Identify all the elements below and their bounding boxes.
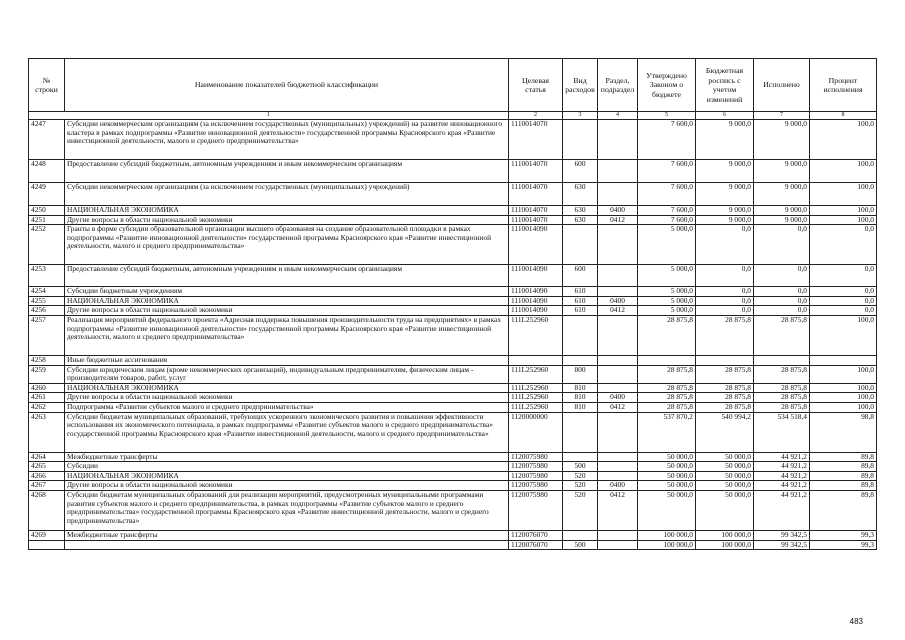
row-number [29,540,65,550]
table-row [29,225,877,265]
executed-amount: 28 875,8 [754,315,810,355]
schedule-amount [696,355,754,365]
approved-amount: 28 875,8 [638,365,696,383]
approved-amount: 50 000,0 [638,452,696,462]
approved-amount: 5 000,0 [638,296,696,306]
expense-kind [563,530,598,540]
target-article: 1120075980 [509,471,563,481]
schedule-amount: 50 000,0 [696,462,754,472]
column-number: 8 [810,112,877,120]
percent-value: 100,0 [810,365,877,383]
section-code [598,452,638,462]
table-row [29,287,877,297]
executed-amount: 9 000,0 [754,215,810,225]
table-row [29,215,877,225]
percent-value: 100,0 [810,315,877,355]
column-number: 7 [754,112,810,120]
indicator-name: Другие вопросы в области национальной экономики [65,393,509,403]
column-number: 2 [509,112,563,120]
indicator-name: Субсидии [65,462,509,472]
table-row [29,540,877,550]
table-row [29,383,877,393]
approved-amount: 537 870,2 [638,412,696,452]
schedule-amount: 0,0 [696,265,754,287]
percent-value: 0,0 [810,306,877,316]
table-body [29,120,877,550]
schedule-amount: 0,0 [696,306,754,316]
row-number: 4248 [29,160,65,183]
approved-amount: 28 875,8 [638,383,696,393]
indicator-name: Субсидии бюджетным учреждениям [65,287,509,297]
table-row [29,393,877,403]
target-article: 111L252960 [509,383,563,393]
target-article: 1110014070 [509,215,563,225]
expense-kind: 600 [563,160,598,183]
percent-value: 100,0 [810,383,877,393]
expense-kind [563,225,598,265]
indicator-name: Предоставление субсидий бюджетным, автономным учреждениям и иным некоммерческим организациям [65,160,509,183]
schedule-amount: 9 000,0 [696,120,754,160]
table-row [29,365,877,383]
target-article: 1110014070 [509,206,563,216]
schedule-amount: 0,0 [696,225,754,265]
section-code [598,365,638,383]
row-number: 4267 [29,481,65,491]
indicator-name [65,540,509,550]
executed-amount: 0,0 [754,265,810,287]
approved-amount: 5 000,0 [638,225,696,265]
target-article: 111L252960 [509,365,563,383]
approved-amount: 5 000,0 [638,306,696,316]
section-code [598,383,638,393]
expense-kind [563,412,598,452]
percent-value: 89,8 [810,490,877,530]
percent-value: 98,8 [810,412,877,452]
expense-kind [563,120,598,160]
section-code: 0412 [598,402,638,412]
percent-value: 100,0 [810,215,877,225]
section-code [598,471,638,481]
executed-amount: 0,0 [754,287,810,297]
section-code: 0400 [598,481,638,491]
indicator-name: НАЦИОНАЛЬНАЯ ЭКОНОМИКА [65,383,509,393]
table-row [29,402,877,412]
header-executed: Исполнено [754,59,810,112]
target-article: 1120076070 [509,540,563,550]
row-number: 4262 [29,402,65,412]
row-number: 4254 [29,287,65,297]
executed-amount: 44 921,2 [754,490,810,530]
section-code [598,265,638,287]
approved-amount: 7 600,0 [638,215,696,225]
header-target-article: Целевая статья [509,59,563,112]
target-article: 1110014090 [509,306,563,316]
percent-value: 100,0 [810,120,877,160]
executed-amount: 534 518,4 [754,412,810,452]
section-code [598,540,638,550]
row-number: 4259 [29,365,65,383]
table-row [29,462,877,472]
approved-amount: 5 000,0 [638,265,696,287]
expense-kind: 810 [563,383,598,393]
table-row [29,315,877,355]
expense-kind: 610 [563,287,598,297]
percent-value: 100,0 [810,206,877,216]
executed-amount: 28 875,8 [754,365,810,383]
section-code [598,355,638,365]
approved-amount [638,355,696,365]
indicator-name: НАЦИОНАЛЬНАЯ ЭКОНОМИКА [65,296,509,306]
section-code: 0412 [598,490,638,530]
target-article: 1120076070 [509,530,563,540]
executed-amount: 28 875,8 [754,393,810,403]
executed-amount: 9 000,0 [754,206,810,216]
schedule-amount: 9 000,0 [696,206,754,216]
row-number: 4269 [29,530,65,540]
section-code [598,287,638,297]
percent-value: 0,0 [810,296,877,306]
percent-value: 100,0 [810,393,877,403]
section-code [598,120,638,160]
target-article: 1110014090 [509,296,563,306]
row-number: 4251 [29,215,65,225]
header-row [29,59,877,112]
header-approved: Утверждено Законом о бюджете [638,59,696,112]
executed-amount: 28 875,8 [754,402,810,412]
table-row [29,160,877,183]
percent-value: 0,0 [810,225,877,265]
section-code [598,160,638,183]
indicator-name: Другие вопросы в области национальной экономики [65,215,509,225]
row-number: 4250 [29,206,65,216]
expense-kind: 630 [563,183,598,206]
executed-amount: 44 921,2 [754,471,810,481]
row-number: 4268 [29,490,65,530]
expense-kind [563,452,598,462]
section-code: 0400 [598,296,638,306]
indicator-name: Субсидии бюджетам муниципальных образований для реализации мероприятий, предусмотренных муниципальными программами развития субъектов малого и среднего предпринимательства, в рамках подпрограммы «Развитие субъектов малого и среднего предпринимательства» государственной программы Красноярского края «Развитие инвестиционной деятельности, малого и среднего предпринимательства» [65,490,509,530]
target-article: 1110014070 [509,160,563,183]
indicator-name: Субсидии юридическим лицам (кроме некоммерческих организаций), индивидуальным предпринимателям, физическим лицам - производителям товаров, работ, услуг [65,365,509,383]
approved-amount: 50 000,0 [638,471,696,481]
table-row [29,183,877,206]
row-number: 4261 [29,393,65,403]
executed-amount: 9 000,0 [754,183,810,206]
schedule-amount: 28 875,8 [696,315,754,355]
executed-amount: 99 342,5 [754,530,810,540]
table-row [29,490,877,530]
approved-amount: 7 600,0 [638,120,696,160]
schedule-amount: 50 000,0 [696,490,754,530]
executed-amount: 9 000,0 [754,160,810,183]
expense-kind: 600 [563,265,598,287]
expense-kind: 520 [563,481,598,491]
schedule-amount: 50 000,0 [696,481,754,491]
approved-amount: 100 000,0 [638,540,696,550]
indicator-name: Субсидии бюджетам муниципальных образований, требующих ускоренного экономического развития и повышения эффективности использования их экономического потенциала, в рамках подпрограммы «Развитие субъектов малого и среднего предпринимательства» государственной программы Красноярского края «Развитие инвестиционной деятельности, малого и среднего предпринимательства» [65,412,509,452]
section-code: 0412 [598,306,638,316]
expense-kind: 630 [563,206,598,216]
table-row [29,481,877,491]
executed-amount: 44 921,2 [754,462,810,472]
row-number: 4247 [29,120,65,160]
column-number: 6 [696,112,754,120]
indicator-name: Иные бюджетные ассигнования [65,355,509,365]
percent-value: 99,3 [810,530,877,540]
schedule-amount: 50 000,0 [696,452,754,462]
expense-kind: 500 [563,462,598,472]
approved-amount: 28 875,8 [638,393,696,403]
percent-value: 0,0 [810,265,877,287]
executed-amount: 9 000,0 [754,120,810,160]
section-code [598,462,638,472]
target-article: 1120075980 [509,490,563,530]
expense-kind: 810 [563,393,598,403]
schedule-amount: 28 875,8 [696,383,754,393]
expense-kind: 500 [563,540,598,550]
schedule-amount: 28 875,8 [696,402,754,412]
row-number: 4252 [29,225,65,265]
executed-amount: 28 875,8 [754,383,810,393]
row-number: 4258 [29,355,65,365]
indicator-name: НАЦИОНАЛЬНАЯ ЭКОНОМИКА [65,471,509,481]
expense-kind: 630 [563,215,598,225]
target-article [509,355,563,365]
column-number-row [29,112,877,120]
executed-amount: 0,0 [754,296,810,306]
table-row [29,412,877,452]
percent-value: 89,8 [810,481,877,491]
expense-kind: 520 [563,490,598,530]
table-row [29,265,877,287]
section-code [598,412,638,452]
target-article: 111L252960 [509,315,563,355]
table-row [29,120,877,160]
row-number: 4263 [29,412,65,452]
indicator-name: Другие вопросы в области национальной экономики [65,306,509,316]
target-article: 1110014070 [509,120,563,160]
row-number: 4264 [29,452,65,462]
target-article: 1120000000 [509,412,563,452]
percent-value: 99,3 [810,540,877,550]
indicator-name: НАЦИОНАЛЬНАЯ ЭКОНОМИКА [65,206,509,216]
column-number: 1 [29,112,509,120]
expense-kind: 610 [563,306,598,316]
row-number: 4257 [29,315,65,355]
schedule-amount: 9 000,0 [696,183,754,206]
row-number: 4266 [29,471,65,481]
row-number: 4255 [29,296,65,306]
header-row-number: № строки [29,59,65,112]
executed-amount: 0,0 [754,306,810,316]
expense-kind: 520 [563,471,598,481]
executed-amount: 44 921,2 [754,481,810,491]
executed-amount: 44 921,2 [754,452,810,462]
table-row [29,296,877,306]
expense-kind [563,315,598,355]
approved-amount: 50 000,0 [638,462,696,472]
expense-kind: 810 [563,402,598,412]
schedule-amount: 0,0 [696,287,754,297]
table-row [29,355,877,365]
section-code: 0400 [598,206,638,216]
header-percent: Процент исполнения [810,59,877,112]
section-code: 0400 [598,393,638,403]
target-article: 111L252960 [509,402,563,412]
percent-value: 100,0 [810,160,877,183]
executed-amount: 99 342,5 [754,540,810,550]
header-budget-schedule: Бюджетная роспись с учетом изменений [696,59,754,112]
row-number: 4253 [29,265,65,287]
row-number: 4260 [29,383,65,393]
indicator-name: Другие вопросы в области национальной экономики [65,481,509,491]
indicator-name: Межбюджетные трансферты [65,530,509,540]
percent-value: 100,0 [810,183,877,206]
schedule-amount: 540 994,2 [696,412,754,452]
target-article: 1110014090 [509,225,563,265]
section-code: 0412 [598,215,638,225]
target-article: 1110014090 [509,265,563,287]
schedule-amount: 28 875,8 [696,393,754,403]
executed-amount [754,355,810,365]
section-code [598,530,638,540]
expense-kind [563,355,598,365]
approved-amount: 100 000,0 [638,530,696,540]
percent-value: 89,8 [810,462,877,472]
header-indicator-name: Наименование показателей бюджетной классификации [65,59,509,112]
approved-amount: 7 600,0 [638,160,696,183]
approved-amount: 28 875,8 [638,315,696,355]
approved-amount: 7 600,0 [638,206,696,216]
column-number: 3 [563,112,598,120]
section-code [598,183,638,206]
expense-kind: 610 [563,296,598,306]
target-article: 1120075980 [509,452,563,462]
percent-value: 100,0 [810,402,877,412]
percent-value: 0,0 [810,287,877,297]
target-article: 1110014090 [509,287,563,297]
header-expense-kind: Вид расходов [563,59,598,112]
approved-amount: 28 875,8 [638,402,696,412]
schedule-amount: 28 875,8 [696,365,754,383]
percent-value [810,355,877,365]
percent-value: 89,8 [810,452,877,462]
indicator-name: Реализация мероприятий федерального проекта «Адресная поддержка повышения производительности труда на предприятиях» в рамках подпрограммы «Развитие инновационной деятельности» государственной программы Красноярского края «Развитие инвестиционной деятельности, малого и среднего предпринимательства» [65,315,509,355]
table-row [29,306,877,316]
target-article: 1120075980 [509,462,563,472]
schedule-amount: 100 000,0 [696,540,754,550]
indicator-name: Межбюджетные трансферты [65,452,509,462]
approved-amount: 50 000,0 [638,490,696,530]
header-section: Раздел, подраздел [598,59,638,112]
target-article: 111L252960 [509,393,563,403]
table-row [29,206,877,216]
approved-amount: 5 000,0 [638,287,696,297]
table-row [29,471,877,481]
indicator-name: Субсидии некоммерческим организациям (за исключением государственных (муниципальных) учреждений) [65,183,509,206]
executed-amount: 0,0 [754,225,810,265]
indicator-name: Предоставление субсидий бюджетным, автономным учреждениям и иным некоммерческим организациям [65,265,509,287]
page-number: 483 [849,617,863,626]
schedule-amount: 9 000,0 [696,215,754,225]
indicator-name: Подпрограмма «Развитие субъектов малого и среднего предпринимательства» [65,402,509,412]
target-article: 1110014070 [509,183,563,206]
approved-amount: 7 600,0 [638,183,696,206]
budget-table [28,58,877,550]
row-number: 4265 [29,462,65,472]
table-row [29,452,877,462]
table-row [29,530,877,540]
schedule-amount: 0,0 [696,296,754,306]
column-number: 4 [598,112,638,120]
percent-value: 89,8 [810,471,877,481]
schedule-amount: 100 000,0 [696,530,754,540]
target-article: 1120075980 [509,481,563,491]
row-number: 4256 [29,306,65,316]
section-code [598,225,638,265]
schedule-amount: 9 000,0 [696,160,754,183]
row-number: 4249 [29,183,65,206]
column-number: 5 [638,112,696,120]
approved-amount: 50 000,0 [638,481,696,491]
expense-kind: 800 [563,365,598,383]
schedule-amount: 50 000,0 [696,471,754,481]
indicator-name: Гранты в форме субсидии образовательной организации высшего образования на создание образовательной площадки в рамках подпрограммы «Развитие инновационной деятельности» государственной программы Красноярского края «Развитие инвестиционной деятельности, малого и среднего предпринимательства» [65,225,509,265]
indicator-name: Субсидии некоммерческим организациям (за исключением государственных (муниципальных) учреждений) на развитие инновационного кластера в рамках подпрограммы «Развитие инновационной деятельности» государственной программы Красноярского края «Развитие инвестиционной деятельности, малого и среднего предпринимательства» [65,120,509,160]
section-code [598,315,638,355]
